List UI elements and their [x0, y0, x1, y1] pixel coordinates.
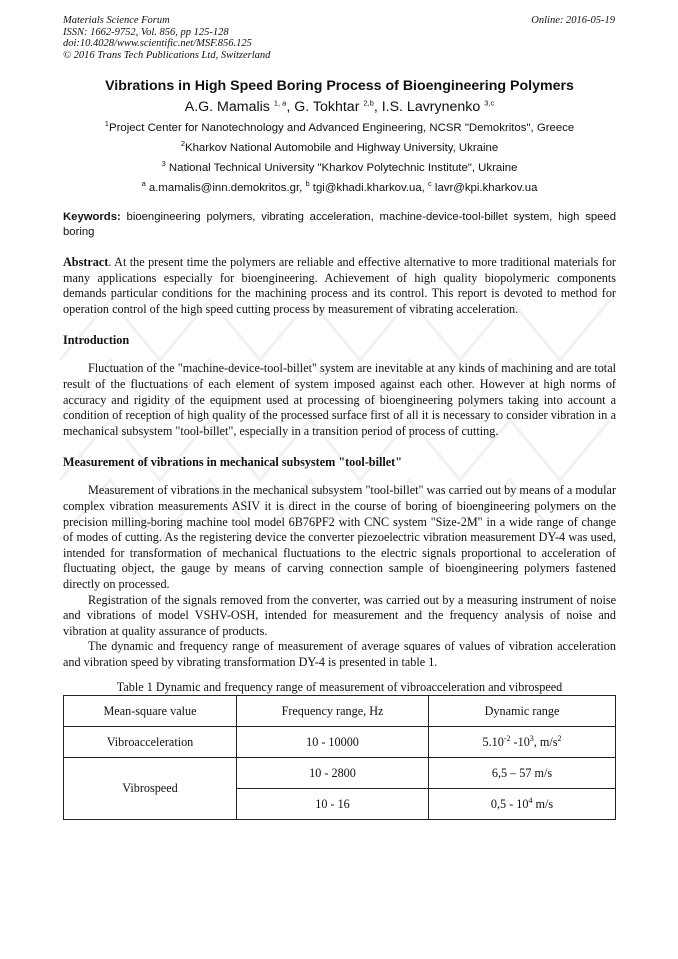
- table-row: [64, 727, 616, 758]
- data-table: [63, 695, 616, 820]
- author-sup: 2,b: [363, 98, 374, 108]
- affiliation-1: [63, 118, 616, 138]
- cell-text: , m/s: [533, 734, 558, 749]
- paragraph: Fluctuation of the "machine-device-tool-billet" system are inevitable at any kinds of machining and are total result of the fluctuations of each element of system imposed against each other. However at high norms of accuracy and rigidity of the equipment used at processing of bioengineering polymers taking into account a condition of reception of high quality of the processed surface first of all it is necessary to consider vibration in a mechanical subsystem "tool-billet", especially in a transition period of process of cutting.: [63, 361, 616, 438]
- copyright-line: © 2016 Trans Tech Publications Ltd, Switzerland: [63, 49, 271, 61]
- email-sup: b: [305, 179, 310, 189]
- affil-sup: 1: [104, 119, 109, 129]
- journal-name: Materials Science Forum: [63, 15, 170, 26]
- table-header-cell: Frequency range, Hz: [237, 696, 429, 727]
- table-cell: 10 - 2800: [237, 758, 429, 789]
- keywords-text: bioengineering polymers, vibrating acceleration, machine-device-tool-billet system, high speed boring: [63, 211, 616, 238]
- table-cell: 10 - 10000: [237, 727, 429, 758]
- keywords: [63, 210, 616, 240]
- email-line: [63, 178, 616, 198]
- table-cell: 6,5 – 57 m/s: [429, 758, 616, 789]
- author-sup: 3,c: [484, 98, 495, 108]
- keywords-label: Keywords:: [63, 211, 121, 223]
- email-link[interactable]: tgi@khadi.kharkov.ua,: [312, 182, 425, 194]
- journal-meta: [63, 15, 270, 61]
- affiliation-2: [63, 138, 616, 158]
- table-header-cell: Dynamic range: [429, 696, 616, 727]
- author-sup: 1, a: [273, 98, 287, 108]
- table-caption: Table 1 Dynamic and frequency range of measurement of vibroacceleration and vibrospeed: [116, 680, 563, 695]
- cell-text: 0,5 - 10: [490, 796, 529, 811]
- paragraph: Registration of the signals removed from the converter, was carried out by a measuring instrument of noise and vibrations of model VSHV-OSH, intended for measurement and the frequency analysis of noise and vibration at quality assurance of products.: [63, 592, 616, 638]
- affiliation-3: [63, 158, 616, 178]
- cell-exp: 2: [557, 733, 562, 743]
- cell-exp: -2: [503, 733, 511, 743]
- issn-line: ISSN: 1662-9752, Vol. 856, pp 125-128: [63, 26, 229, 38]
- author-name: I.S. Lavrynenko: [381, 99, 481, 115]
- abstract-text: . At the present time the polymers are reliable and effective alternative to more traditional materials for many applications especially for bioengineering. Achievement of high quality biopolymeric components demands particular conditions for the machining process and its control. This report is devoted to method for operation control of the high speed cutting process by measurement of vibrating acceleration.: [63, 255, 616, 316]
- table-cell: [429, 727, 616, 758]
- table-header-row: [64, 696, 616, 727]
- table-cell: 10 - 16: [237, 789, 429, 820]
- paper-body: [63, 76, 616, 820]
- cell-exp: 4: [528, 795, 533, 805]
- email-link[interactable]: a.mamalis@inn.demokritos.gr,: [148, 182, 303, 194]
- cell-text: 5.10: [482, 734, 504, 749]
- email-link[interactable]: lavr@kpi.kharkov.ua: [434, 182, 538, 194]
- author-list: A.G. Mamalis $^{1, a}$, G. Tokhtar $^{2,b}$, I.S. Lavrynenko $^{3,c}$: [184, 98, 495, 115]
- section-heading-introduction: Introduction: [63, 333, 130, 348]
- section-heading-measurement: Measurement of vibrations in mechanical subsystem "tool-billet": [63, 455, 402, 470]
- table-cell: Vibrospeed: [64, 758, 237, 820]
- cell-text: -10: [510, 734, 530, 749]
- author-name: A.G. Mamalis: [184, 99, 270, 115]
- table-row: [64, 758, 616, 789]
- paper-title: Vibrations in High Speed Boring Process of Bioengineering Polymers: [105, 78, 574, 94]
- table-cell: Vibroacceleration: [64, 727, 237, 758]
- affil-text: National Technical University "Kharkov Polytechnic Institute", Ukraine: [168, 162, 518, 174]
- email-sup: c: [428, 179, 432, 189]
- cell-exp: 3: [529, 733, 534, 743]
- abstract-label: Abstract: [63, 255, 109, 269]
- abstract: [63, 255, 616, 317]
- author-name: G. Tokhtar: [294, 99, 360, 115]
- affil-text: Project Center for Nanotechnology and Advanced Engineering, NCSR "Demokritos", Greece: [108, 122, 575, 134]
- online-date: Online: 2016-05-19: [531, 15, 615, 26]
- table-header-cell: Mean-square value: [64, 696, 237, 727]
- affil-sup: 2: [180, 139, 185, 149]
- affil-text: Kharkov National Automobile and Highway University, Ukraine: [184, 142, 499, 154]
- cell-text: m/s: [532, 796, 554, 811]
- email-sup: a: [141, 179, 146, 189]
- paragraph: Measurement of vibrations in the mechanical subsystem "tool-billet" was carried out by means of a modular complex vibration measurements ASIV it is direct in the course of boring of bioengineering polymers on the precision milling-boring machine tool model 6B76PF2 with CNC system "Size-2M" in a wide range of change of modes of cutting. As the registering device the converter piezoelectric vibration measurement DY-4 was used, intended for transformation of mechanical fluctuations to the electric signals proportional to acceleration of fluctuating object, the gauge by means of carving connection sample of bioengineering polymers fastened directly on processed.: [63, 483, 616, 591]
- paragraph: The dynamic and frequency range of measurement of average squares of values of vibration acceleration and vibration speed by vibrating transformation DY-4 is presented in table 1.: [63, 639, 616, 669]
- affil-sup: 3: [161, 159, 166, 169]
- doi-line[interactable]: doi:10.4028/www.scientific.net/MSF.856.125: [63, 38, 252, 49]
- table-cell: [429, 789, 616, 820]
